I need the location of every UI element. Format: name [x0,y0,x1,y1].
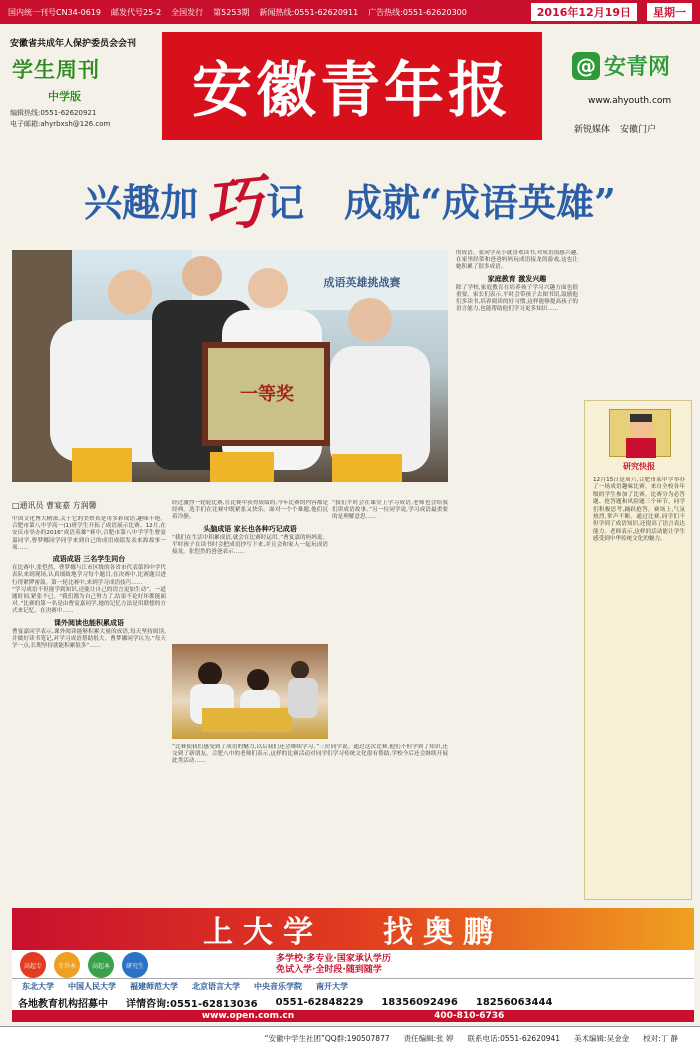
paragraph: 曹宴嘉同学表示,课外阅读能够积累大量的成语,每天坚持阅读,并做好读书笔记,对学习成语帮助很大。曹梦娜同学认为,“每天学一点,长期坚持就能积累很多”…… [12,628,166,650]
tagline [574,122,656,135]
award-photo [12,250,448,482]
issue-item: 全国发行 [171,7,204,17]
ad-recruit: 各地教育机构招募中 [18,998,108,1010]
ad-features [276,954,391,976]
paragraph: 在比赛中,张恺然、曹梦娜与江市区级的各省市代表第四中学代表队来到现场,认真细致地学习每个题目,在决赛中,比赛题目进行得紧锣密鼓。第一轮比赛中,来到学习成语技巧…… [12,565,166,586]
article-column-2-bottom [172,744,448,894]
issue-item: 邮发代号25-2 [111,7,162,17]
paragraph: 经过激烈一轮轮比赛,在比赛中获得成绩的,今年比赛的内容都是经典。选手们在比赛中既紧张又快乐。面对一个个难题,他们沉着冷静。 [172,500,328,521]
university-name: 南开大学 [316,982,348,991]
article-column-3 [332,500,448,740]
program-badge: 高起本 [88,952,114,978]
paragraph: “我们在生活中积累成语,就会在比赛时运用。”曹宴嘉的妈妈说。平时孩子在读书时会把成语抄写下来,并且会和家人一起玩成语接龙。张恺然的爸爸表示…… [172,534,328,556]
program-badge: 专升本 [54,952,80,978]
issue-item: 广告热线:0551-62620300 [368,7,467,17]
contact-line: 编辑热线:0551-62620921 [10,109,97,117]
tagline-item: 安徽门户 [620,125,657,135]
university-name: 中央音乐学院 [254,982,302,991]
masthead [162,32,542,140]
byline: □通讯员 曹宴嘉 方润馨 [12,501,97,510]
cartoon-icon [609,409,671,457]
headline-part: 记 [266,179,305,225]
box-body: 12月15日是周六,合肥市某中学举办了一场成语趣味比赛。来自全校各年级的学生参加了比赛。比赛分为必答题、抢答题和风险题三个环节。同学们积极思考,踊跃抢答。赛场上,气氛热烈,掌声不断。通过比赛,同学们不但学到了成语知识,还提高了语言表达能力。老师表示,这样的活动能让学生感受到中华传统文化的魅力。 [593,477,685,543]
backdrop-text: 成语英雄挑战赛 [323,276,401,289]
program-badge: 高起专 [20,952,46,978]
article-column-1 [12,516,166,896]
issue-item: 第5253期 [213,7,250,17]
paragraph: 除了学校,家庭教育在培养孩子学习兴趣方面也很重要。家长们表示,平时会带孩子去图书馆,鼓励他们多读书,培养阅读的好习惯,这样能够提高孩子的语言能力,也能帮助他们学习更多知识…… [456,284,578,313]
subheading: 家庭教育 激发兴趣 [487,274,547,283]
supplement-title: 学生周刊 [12,58,100,82]
issue-date: 2016年12月19日 [531,3,637,21]
subheading: 成语成语 三名学生同台 [52,555,126,564]
university-name: 北京语言大学 [192,982,240,991]
issue-info-bar [0,0,700,24]
footer-item: 联系电话:0551-62620941 [467,1033,561,1043]
web-logo [572,50,670,81]
article-column-2-top [172,500,328,640]
ad-programs [12,950,694,980]
competition-photo [172,644,328,739]
contact-line: 电子邮箱:ahyrbxsh@126.com [10,120,111,128]
paragraph: “比赛使我们感受到了成语的魅力,以后我们还会继续学习。”三位同学说。通过这次比赛,他们不但学到了知识,还交到了新朋友。合肥八中的老师们表示,这样的比赛活动对同学们学习传统文化很有帮助,学校今后还会继续开展此类活动…… [172,744,448,765]
subheading: 课外阅读也能积累成语 [54,618,124,627]
issue-item: 新闻热线:0551-62620911 [259,7,359,17]
footer-item: “安徽中学生社团”QQ群:190507877 [264,1033,390,1043]
subheading: 头脑成语 家长也各种巧记成语 [203,524,297,533]
university-name: 中国人民大学 [68,982,116,991]
article-column-4 [456,250,578,898]
award-plaque-text: 一等奖 [240,384,294,405]
ad-phone: 详情咨询:0551-62813036 [126,998,258,1010]
web-logo-name: 安青网 [604,54,671,80]
ad-phone: 18256063444 [475,996,553,1008]
website-url[interactable]: www.ahyouth.com [588,96,672,106]
ad-slogan-right: 找奥鹏 [383,915,503,950]
ad-banner[interactable] [12,908,694,950]
issue-weekday: 星期一 [647,3,692,21]
headline-highlight: 巧 [201,167,267,241]
masthead-title: 安徽青年报 [192,56,512,126]
ad-footer-bar [12,1010,694,1022]
ad-phone: 0551-62848229 [275,996,364,1008]
ad-feature-line: 免试入学·全时段·随到随学 [276,965,382,975]
ad-hotline: 400-810-6736 [434,1011,505,1021]
tagline-item: 新锐媒体 [574,125,611,135]
university-list [12,978,694,994]
research-brief-box [584,400,692,900]
paragraph: “学习成语不但能学到知识,还能让自己的语言更加生动”。一道题时间,紧张不已。“我们都为自己努力了,结果不论好坏都能面对。”比赛的第一名是由曹宴嘉同学,她的记忆方法是用联想的方式来记忆。在决赛中…… [12,586,166,615]
footer-item: 责任编辑:张 婷 [403,1033,454,1043]
paragraph: “我们平时会在课堂上学习成语,老师也会给我们讲成语故事。”另一位同学说,学习成语最重要的是理解意思…… [332,500,448,521]
page-footer [0,1026,700,1049]
box-tag: 研究快报 [623,462,655,471]
at-icon: @ [572,52,600,80]
program-badge: 研究生 [122,952,148,978]
article-headline [0,158,700,240]
issue-item: 国内统一刊号CN34-0619 [8,7,101,17]
footer-item: 校对:丁 静 [643,1033,678,1043]
edition-label: 中学版 [48,90,81,103]
sponsor-line: 安徽省共成年人保护委员会会刊 [10,39,137,49]
headline-part: 成就“成语英雄” [344,179,616,225]
paragraph: 中国文化博大精深,关于它的美妙真是用多彩成语,趣味不绝。合肥市第八中学高一(1)班学生开拓了成语展示比赛。12月,在安庆市举办的2016“成语英雄”赛中,合肥市第八中学学生曹宴嘉同学,曹梦娜同学同学来到自己的成语成绩发表来源故事一项…… [12,516,166,551]
university-name: 东北大学 [22,982,54,991]
competition-photo-scene [172,644,328,739]
ad-feature-line: 多学校·多专业·国家承认学历 [276,954,391,964]
footer-item: 美术编辑:吴金金 [574,1033,630,1043]
ad-phone: 18356092496 [381,996,458,1008]
editorial-contact [10,108,150,130]
university-name: 福建师范大学 [130,982,178,991]
ad-site[interactable]: www.open.com.cn [201,1011,295,1021]
ad-slogan-left: 上大学 [203,915,323,950]
headline-part: 兴趣加 [84,179,199,225]
paragraph: 的成语。张同学从小就喜欢读书,对成语很感兴趣,在家里经常和爸爸妈妈玩成语接龙的游戏,这也让她积累了很多成语。 [456,250,578,271]
ad-contact [12,994,694,1010]
